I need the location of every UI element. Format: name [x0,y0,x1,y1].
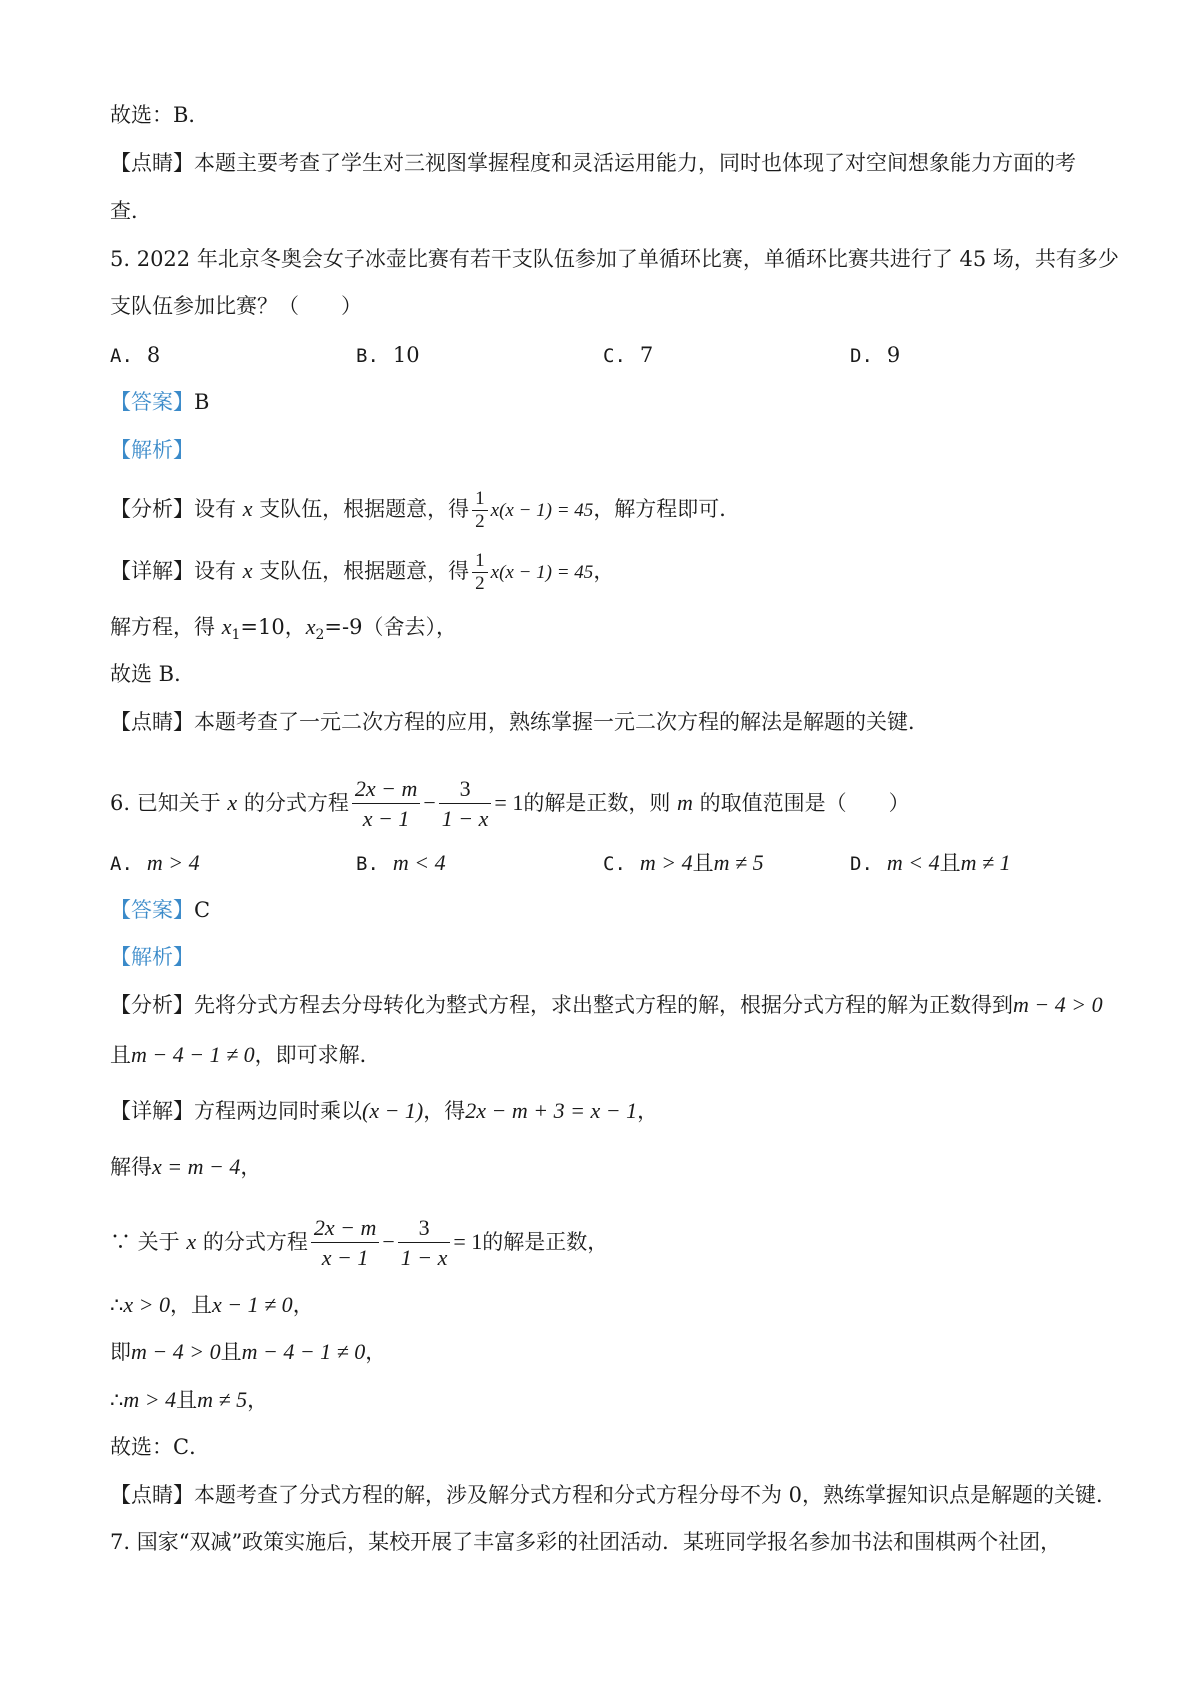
q5-option-d [850,340,900,371]
q5-stem-line2 [110,291,362,321]
comment-tag: 【点睛】 [110,710,194,734]
text: 方程两边同时乘以 [194,1099,362,1123]
q6-choice [110,1432,210,1462]
option-label: A. [110,853,133,875]
therefore-sign: ∴ [110,1293,124,1317]
text: 的解是正数，则 [523,791,671,815]
xiangjie-tag: 【详解】 [110,1099,194,1123]
frac-den: x − 1 [362,806,410,831]
var-x: x [242,558,253,583]
q6-step6 [110,1385,268,1415]
q5-stem-line1 [110,244,1119,274]
text: 的取值范围是（ ） [699,791,910,815]
inequality: m ≠ 5 [197,1387,248,1412]
q6-answer [110,895,210,925]
comment-text: 本题考查了一元二次方程的应用，熟练掌握一元二次方程的解法是解题的关键． [194,710,929,734]
q5-option-c [603,340,653,371]
answer-value: C [194,898,211,922]
option-value: m < 4 [392,850,446,875]
q5-stem: 支队伍参加比赛？（ ） [110,294,362,318]
var-x: x [242,496,253,521]
option-label: D. [850,345,873,367]
q4-choice [110,100,209,130]
equals-one: = 1 [494,790,524,815]
join-text: 且 [692,851,714,875]
factor: (x − 1) [362,1098,424,1123]
text: 6. 已知关于 [110,791,221,815]
frac-den: 2 [475,511,485,532]
text: ， [637,1099,659,1123]
q6-step1 [110,1096,658,1126]
q5-solve [110,612,457,650]
q7-stem-text: 7. 国家“双减”政策实施后，某校开展了丰富多彩的社团活动．某班同学报名参加书法和围棋两个社团， [110,1530,1062,1554]
frac-num: 3 [439,775,492,804]
text: 的解是正数， [482,1230,609,1254]
option-value: m > 4 [146,850,200,875]
answer-tag: 【答案】 [110,898,194,922]
choice-text: 故选 B． [110,662,196,686]
inequality: x − 1 ≠ 0 [212,1292,293,1317]
equation: x(x − 1) = 45 [490,562,594,583]
inequality: m − 4 − 1 ≠ 0 [241,1339,366,1364]
frac-num: 1 [472,488,488,511]
inequality: m − 4 > 0 [1013,992,1103,1017]
q6-step4 [110,1290,314,1320]
text: 先将分式方程去分母转化为整式方程，求出整式方程的解，根据分式方程的解为正数得到 [194,993,1013,1017]
option-label: C. [603,853,626,875]
q5-xiangjie [110,550,614,595]
q5-fenxi [110,488,740,533]
q6-step2 [110,1152,261,1182]
q5-comment [110,707,929,737]
text: ， [292,1293,314,1317]
choice-text: 故选：C． [110,1435,211,1459]
q6-option-a [110,848,200,879]
equation: x = m − 4 [152,1154,241,1179]
comment-text: 查． [110,199,152,223]
option-value: m ≠ 1 [960,850,1011,875]
minus-sign: − [423,790,436,815]
q6-option-b [356,848,446,879]
q6-step5 [110,1337,386,1367]
var-x1: x [221,614,232,639]
frac-num: 2x − m [311,1214,380,1243]
comment-tag: 【点睛】 [110,1483,194,1507]
q5-analysis-tag [110,435,194,465]
var-x2: x [305,614,316,639]
frac-den: 2 [475,573,485,594]
frac-num: 1 [472,550,488,573]
q6-analysis-tag [110,942,194,972]
fraction-1 [352,775,421,834]
q6-stem [110,775,910,834]
q5-stem: 5. 2022 年北京冬奥会女子冰壶比赛有若干支队伍参加了单循环比赛，单循环比赛共进行了 45 场，共有多少 [110,247,1119,271]
answer-tag: 【答案】 [110,390,194,414]
analysis-tag: 【解析】 [110,438,194,462]
text: ，得 [423,1099,466,1123]
var-x: x [227,790,238,815]
answer-value: B [194,390,210,414]
text: 支队伍，根据题意，得 [259,497,470,521]
var-m: m [677,790,693,815]
q5-option-a [110,340,160,371]
text: 支队伍，根据题意，得 [259,559,470,583]
text: ∵ 关于 [110,1230,180,1254]
option-label: B. [356,853,379,875]
q4-choice-text: 故选：B． [110,103,210,127]
option-value: m > 4 [639,850,693,875]
option-label: B. [356,345,379,367]
value: =10， [240,615,306,639]
subscript: 2 [315,627,325,644]
text: ， [365,1340,387,1364]
q5-answer [110,387,209,417]
frac-num: 2x − m [352,775,421,804]
join-text: 且 [939,851,961,875]
text: 设有 [194,497,236,521]
fenxi-tag: 【分析】 [110,993,194,1017]
therefore-sign: ∴ [110,1388,124,1412]
frac-den: x − 1 [321,1245,369,1270]
option-label: A. [110,345,133,367]
option-label: C. [603,345,626,367]
text: ，且 [170,1293,212,1317]
fraction-2 [439,775,492,834]
minus-sign: − [382,1229,395,1254]
q6-step3 [110,1214,608,1273]
comment-tag: 【点睛】 [110,151,194,175]
text: ，即可求解． [254,1043,381,1067]
comment-text: 本题考查了分式方程的解，涉及解分式方程和分式方程分母不为 0，熟练掌握知识点是解题的关键． [194,1483,1118,1507]
q5-option-b [356,340,420,371]
comment-text: 本题主要考查了学生对三视图掌握程度和灵活运用能力，同时也体现了对空间想象能力方面的考 [194,151,1076,175]
option-value: 9 [886,343,901,367]
equation: x(x − 1) = 45 [490,500,594,521]
frac-den: 1 − x [400,1245,448,1270]
q6-fenxi-line1 [110,990,1103,1020]
analysis-tag: 【解析】 [110,945,194,969]
option-value: 8 [146,343,161,367]
subscript: 1 [231,627,241,644]
xiangjie-tag: 【详解】 [110,559,194,583]
q7-stem [110,1527,1061,1557]
var-x: x [186,1229,197,1254]
inequality: m > 4 [123,1387,177,1412]
option-value: m < 4 [886,850,940,875]
q5-choice [110,659,195,689]
q6-fenxi-line2 [110,1040,381,1070]
text: 且 [176,1388,198,1412]
option-label: D. [850,853,873,875]
frac-num: 3 [398,1214,451,1243]
text: ， [593,559,615,583]
q6-comment [110,1480,1117,1510]
equals-one: = 1 [453,1229,483,1254]
q4-comment-line1 [110,148,1076,178]
fraction-1 [311,1214,380,1273]
text: 且 [110,1043,131,1067]
text: 设有 [194,559,236,583]
text: ， [240,1155,262,1179]
text: ， [247,1388,269,1412]
option-value: 10 [392,343,420,367]
equation: 2x − m + 3 = x − 1 [465,1098,638,1123]
value: =-9（舍去）， [324,615,457,639]
text: 即 [110,1340,131,1364]
inequality: m − 4 − 1 ≠ 0 [131,1042,255,1067]
text: ，解方程即可． [593,497,741,521]
q6-option-d [850,848,1011,879]
text: 且 [220,1340,242,1364]
option-value: 7 [639,343,654,367]
option-value: m ≠ 5 [713,850,764,875]
q4-comment-line2 [110,196,152,226]
q6-option-c [603,848,764,879]
inequality: x > 0 [123,1292,170,1317]
text: 的分式方程 [243,791,349,815]
fenxi-tag: 【分析】 [110,497,194,521]
text: 的分式方程 [202,1230,308,1254]
fraction-one-half [472,488,488,533]
frac-den: 1 − x [441,806,489,831]
text: 解方程，得 [110,615,222,639]
fraction-one-half [472,550,488,595]
fraction-2 [398,1214,451,1273]
text: 解得 [110,1155,152,1179]
inequality: m − 4 > 0 [131,1339,221,1364]
